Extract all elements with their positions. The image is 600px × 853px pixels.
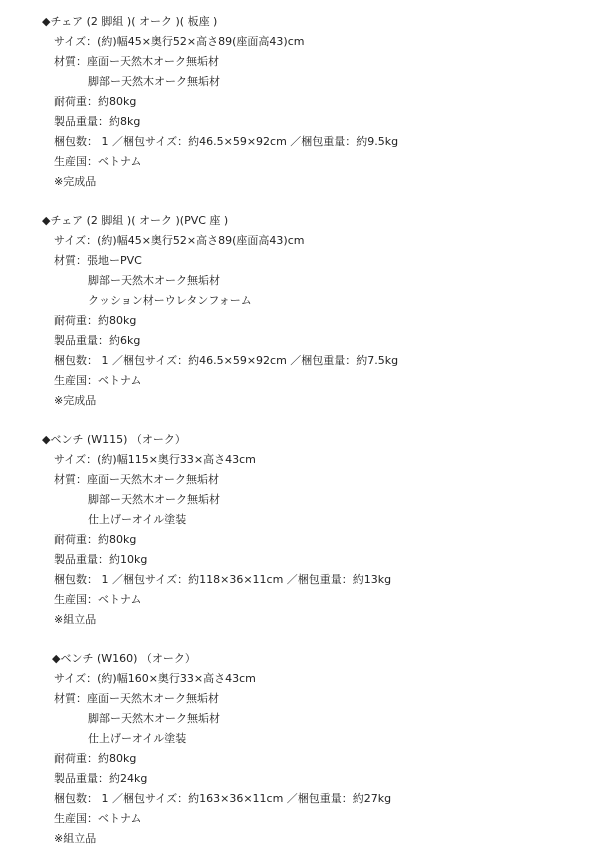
product-title: ◆ベンチ (W160) （オーク）: [52, 652, 196, 665]
spec-line: 生産国：ベトナム: [54, 812, 142, 825]
spec-line: 生産国：ベトナム: [54, 593, 142, 606]
spec-line: 製品重量：約8kg: [54, 115, 141, 128]
spec-line: 耐荷重：約80kg: [54, 752, 137, 765]
product-spec-section: [0, 12, 600, 192]
spec-line: サイズ：(約)幅45×奥行52×高さ89(座面高43)cm: [54, 234, 305, 247]
product-spec-section: [0, 649, 600, 849]
product-title: ◆チェア (2 脚組 )( オーク )(PVC 座 ): [42, 214, 229, 227]
product-spec-section: [0, 211, 600, 411]
spec-subline: 脚部ー天然木オーク無垢材: [88, 493, 220, 506]
spec-line: 材質：張地ーPVC: [54, 254, 142, 267]
spec-line: 梱包数： 1 ／梱包サイズ：約46.5×59×92cm ／梱包重量：約7.5kg: [54, 354, 399, 367]
spec-line: ※組立品: [54, 613, 97, 626]
spec-subline: 脚部ー天然木オーク無垢材: [88, 712, 220, 725]
spec-line: ※組立品: [54, 832, 97, 845]
product-title: ◆チェア (2 脚組 )( オーク )( 板座 ): [42, 15, 218, 28]
product-title: ◆ベンチ (W115) （オーク）: [42, 433, 186, 446]
spec-line: 材質：座面ー天然木オーク無垢材: [54, 692, 219, 705]
spec-line: 梱包数： 1 ／梱包サイズ：約46.5×59×92cm ／梱包重量：約9.5kg: [54, 135, 399, 148]
spec-line: 耐荷重：約80kg: [54, 95, 137, 108]
spec-line: 耐荷重：約80kg: [54, 533, 137, 546]
spec-line: 生産国：ベトナム: [54, 374, 142, 387]
spec-line: 製品重量：約24kg: [54, 772, 148, 785]
spec-subline: 脚部ー天然木オーク無垢材: [88, 75, 220, 88]
spec-line: サイズ：(約)幅115×奥行33×高さ43cm: [54, 453, 256, 466]
spec-subline: 仕上げーオイル塗装: [88, 732, 187, 745]
spec-line: 梱包数： 1 ／梱包サイズ：約118×36×11cm ／梱包重量：約13kg: [54, 573, 392, 586]
spec-subline: 仕上げーオイル塗装: [88, 513, 187, 526]
spec-line: サイズ：(約)幅45×奥行52×高さ89(座面高43)cm: [54, 35, 305, 48]
product-spec-section: [0, 430, 600, 630]
spec-subline: クッション材ーウレタンフォーム: [88, 294, 252, 307]
spec-line: ※完成品: [54, 175, 97, 188]
spec-subline: 脚部ー天然木オーク無垢材: [88, 274, 220, 287]
spec-line: 材質：座面ー天然木オーク無垢材: [54, 55, 219, 68]
spec-line: サイズ：(約)幅160×奥行33×高さ43cm: [54, 672, 256, 685]
spec-line: 生産国：ベトナム: [54, 155, 142, 168]
spec-line: 耐荷重：約80kg: [54, 314, 137, 327]
spec-line: 製品重量：約10kg: [54, 553, 148, 566]
spec-line: 梱包数： 1 ／梱包サイズ：約163×36×11cm ／梱包重量：約27kg: [54, 792, 392, 805]
spec-line: 製品重量：約6kg: [54, 334, 141, 347]
spec-line: 材質：座面ー天然木オーク無垢材: [54, 473, 219, 486]
spec-line: ※完成品: [54, 394, 97, 407]
